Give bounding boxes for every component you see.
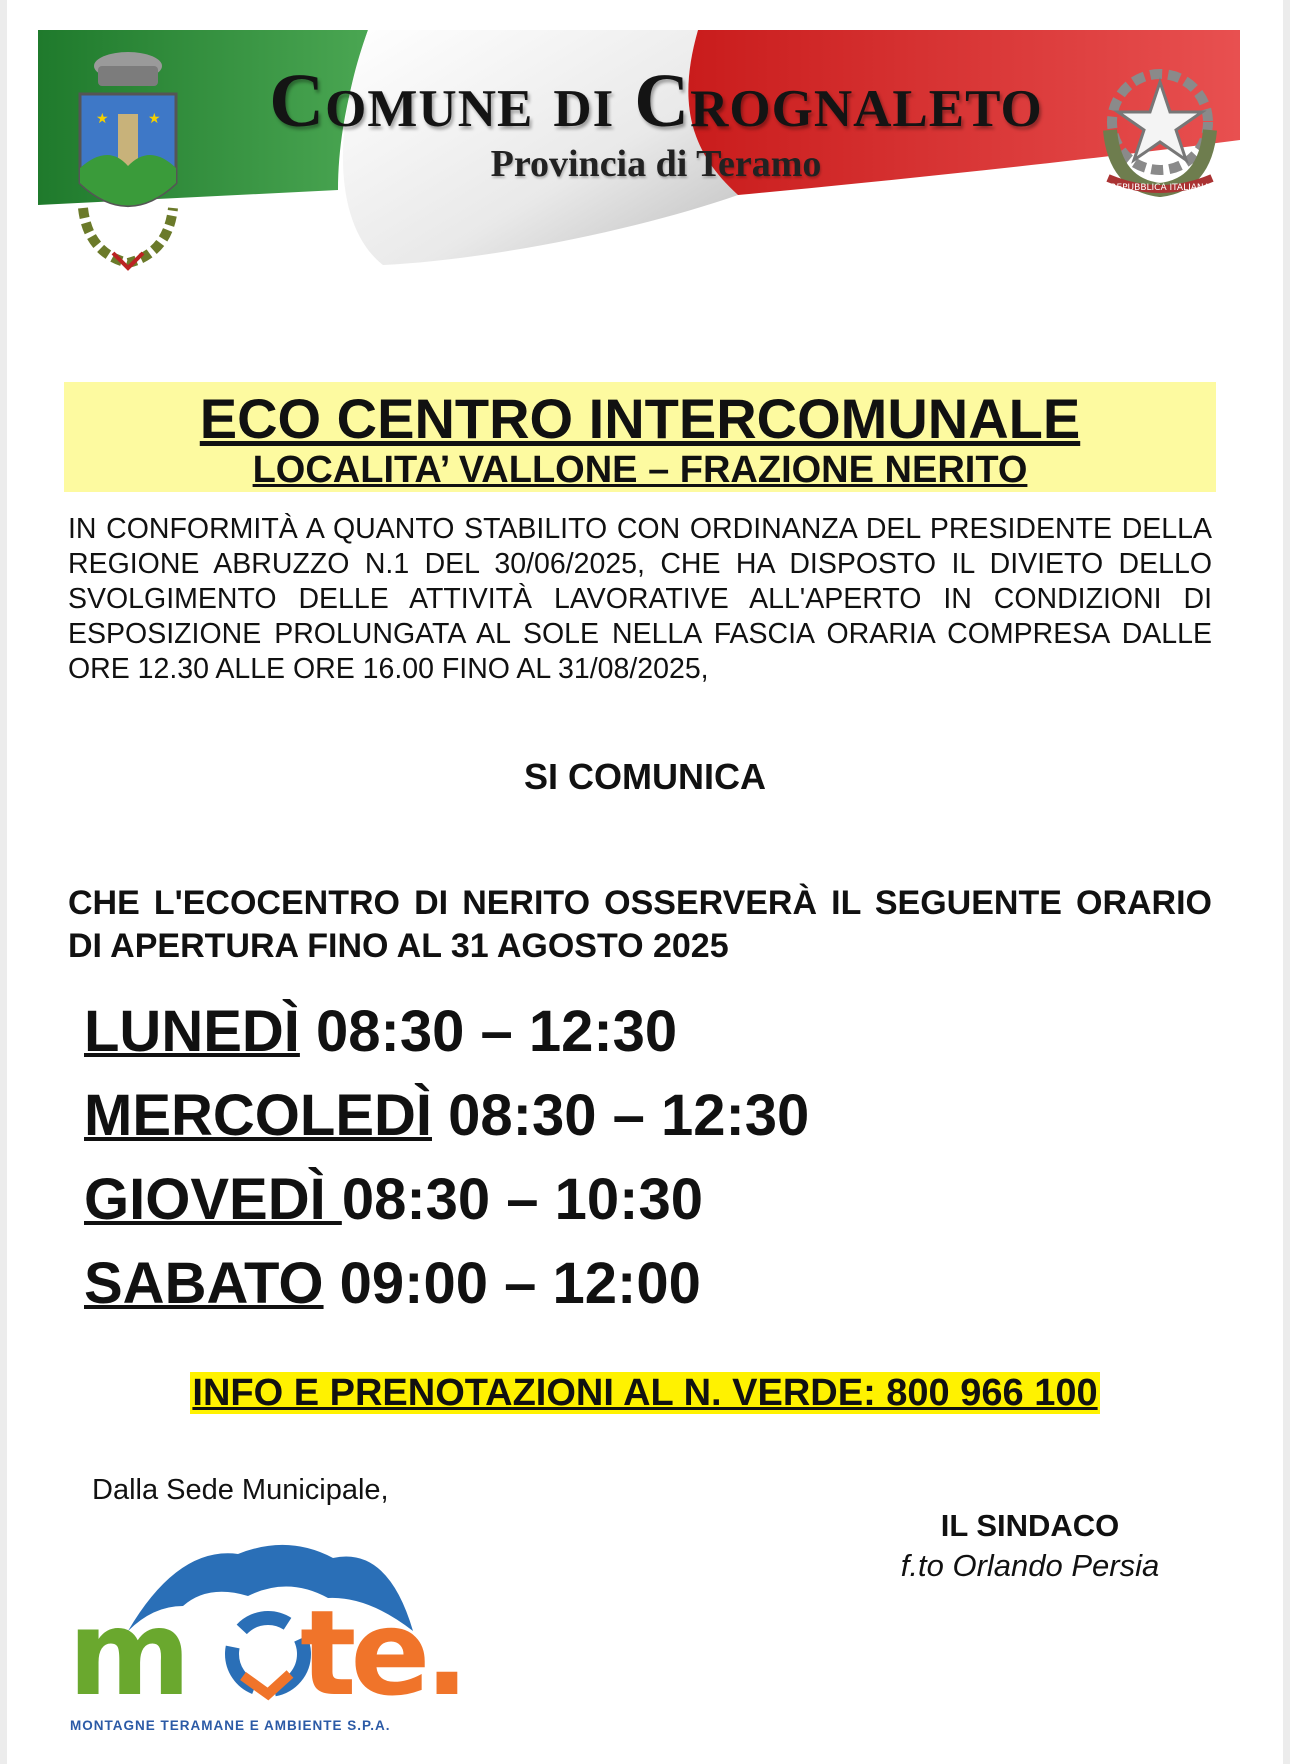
mayor-signature: f.to Orlando Persia <box>900 1548 1160 1583</box>
header-banner <box>38 30 1240 278</box>
svg-text:te.: te. <box>300 1584 464 1716</box>
opening-hours-list <box>84 998 809 1334</box>
sede-line: Dalla Sede Municipale, <box>92 1474 389 1506</box>
title-highlight-box <box>64 382 1216 492</box>
italian-republic-emblem <box>1090 60 1230 200</box>
ordinance-intro-paragraph: IN CONFORMITÀ A QUANTO STABILITO CON ORDINANZA DEL PRESIDENTE DELLA REGIONE ABRUZZO N.1 DEL 30/06/2025, CHE HA DISPOSTO IL DIVIETO DELLO SVOLGIMENTO DELLE ATTIVITÀ LAVORATIVE ALL'APERTO IN CONDIZIONI DI ESPOSIZIONE PROLUNGATA AL SOLE NELLA FASCIA ORARIA COMPRESA DALLE ORE 12.30 ALLE ORE 16.00 FINO AL 31/08/2025, <box>68 513 1212 685</box>
announcement-heading: SI COMUNICA <box>524 756 766 797</box>
schedule-row <box>84 1166 809 1250</box>
schedule-intro-paragraph: CHE L'ECOCENTRO DI NERITO OSSERVERÀ IL SEGUENTE ORARIO DI APERTURA FINO AL 31 AGOSTO 2025 <box>68 884 1212 965</box>
location-subtitle: LOCALITA’ VALLONE – FRAZIONE NERITO <box>252 449 1028 491</box>
page-edge-left <box>0 0 7 1764</box>
town-title: Comune di Crognaleto <box>269 59 1043 143</box>
day-name: MERCOLEDÌ <box>84 1083 432 1148</box>
mote-tagline: MONTAGNE TERAMANE E AMBIENTE S.P.A. <box>70 1718 391 1733</box>
day-hours: 08:30 – 10:30 <box>341 1167 703 1232</box>
mayor-role: IL SINDACO <box>940 1508 1120 1543</box>
mayor-signature-block <box>880 1508 1180 1584</box>
town-coat-of-arms <box>58 48 198 273</box>
day-name: SABATO <box>84 1251 324 1316</box>
info-line <box>0 1372 1290 1415</box>
mote-logo <box>68 1536 488 1716</box>
emblem-ribbon-text: REPUBBLICA ITALIANA <box>1110 183 1210 193</box>
schedule-row <box>84 1082 809 1166</box>
svg-text:m: m <box>68 1584 185 1716</box>
svg-text:★: ★ <box>96 111 109 127</box>
day-hours: 08:30 – 12:30 <box>448 1083 810 1148</box>
day-name: LUNEDÌ <box>84 999 300 1064</box>
schedule-row <box>84 1250 809 1334</box>
toll-free-info: INFO E PRENOTAZIONI AL N. VERDE: 800 966 100 <box>192 1372 1098 1414</box>
schedule-row <box>84 998 809 1082</box>
day-hours: 09:00 – 12:00 <box>339 1251 701 1316</box>
page-edge-right <box>1283 0 1290 1764</box>
province-subtitle: Provincia di Teramo <box>490 143 822 185</box>
day-name: GIOVEDÌ <box>84 1167 342 1232</box>
svg-text:★: ★ <box>148 111 161 127</box>
main-title: ECO CENTRO INTERCOMUNALE <box>199 387 1081 450</box>
day-hours: 08:30 – 12:30 <box>316 999 678 1064</box>
